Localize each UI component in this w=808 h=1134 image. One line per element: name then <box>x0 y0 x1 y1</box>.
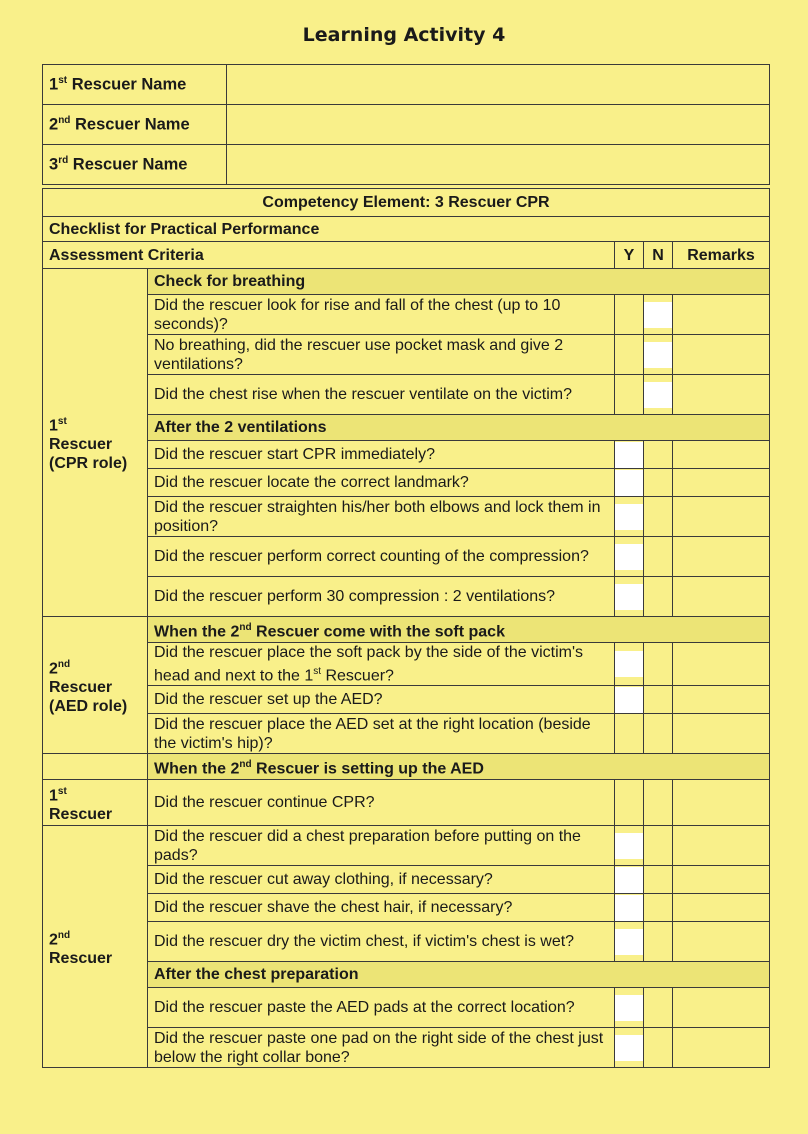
criterion-row <box>43 537 770 577</box>
criterion-row <box>43 1028 770 1068</box>
y-cell[interactable] <box>615 441 644 469</box>
whiteout-mark <box>615 929 643 955</box>
y-cell[interactable] <box>615 643 644 686</box>
n-cell[interactable] <box>644 441 673 469</box>
remarks-cell[interactable] <box>673 537 770 577</box>
criterion-row <box>43 577 770 617</box>
y-cell[interactable] <box>615 577 644 617</box>
header-y: Y <box>615 242 644 269</box>
subheading-setting-up-aed: When the 2nd Rescuer is setting up the AED <box>148 754 770 780</box>
remarks-cell[interactable] <box>673 643 770 686</box>
y-cell[interactable] <box>615 826 644 866</box>
remarks-cell[interactable] <box>673 894 770 922</box>
y-cell[interactable] <box>615 537 644 577</box>
criterion-text: Did the rescuer set up the AED? <box>148 686 615 714</box>
criterion-text: Did the rescuer start CPR immediately? <box>148 441 615 469</box>
whiteout-mark <box>644 302 672 328</box>
y-cell[interactable] <box>615 497 644 537</box>
y-cell[interactable] <box>615 295 644 335</box>
subheading-after-chest-prep: After the chest preparation <box>148 962 770 988</box>
remarks-cell[interactable] <box>673 577 770 617</box>
n-cell[interactable] <box>644 375 673 415</box>
subheading-after-ventilations: After the 2 ventilations <box>148 415 770 441</box>
rescuer-name-row-1 <box>43 65 770 105</box>
criterion-row <box>43 469 770 497</box>
criterion-text: Did the rescuer shave the chest hair, if necessary? <box>148 894 615 922</box>
criterion-row <box>43 988 770 1028</box>
whiteout-mark <box>615 651 643 677</box>
criterion-text: Did the rescuer dry the victim chest, if victim's chest is wet? <box>148 922 615 962</box>
criterion-row <box>43 866 770 894</box>
criterion-row <box>43 780 770 826</box>
remarks-cell[interactable] <box>673 441 770 469</box>
criterion-text: Did the rescuer place the soft pack by the side of the victim's head and next to the 1st Rescuer? <box>148 643 615 686</box>
n-cell[interactable] <box>644 826 673 866</box>
y-cell[interactable] <box>615 866 644 894</box>
criterion-row <box>43 441 770 469</box>
criterion-text: Did the rescuer locate the correct landmark? <box>148 469 615 497</box>
criterion-row <box>43 686 770 714</box>
remarks-cell[interactable] <box>673 714 770 754</box>
criterion-row <box>43 922 770 962</box>
whiteout-mark <box>615 584 643 610</box>
y-cell[interactable] <box>615 714 644 754</box>
rescuer-name-row-3 <box>43 145 770 185</box>
y-cell[interactable] <box>615 375 644 415</box>
whiteout-mark <box>615 504 643 530</box>
y-cell[interactable] <box>615 988 644 1028</box>
remarks-cell[interactable] <box>673 497 770 537</box>
criterion-row <box>43 826 770 866</box>
whiteout-mark <box>644 382 672 408</box>
criterion-row <box>43 335 770 375</box>
remarks-cell[interactable] <box>673 295 770 335</box>
criterion-text: Did the rescuer look for rise and fall of the chest (up to 10 seconds)? <box>148 295 615 335</box>
header-criteria: Assessment Criteria <box>43 242 615 269</box>
rescuer-name-value-3[interactable] <box>227 145 770 185</box>
criterion-text: No breathing, did the rescuer use pocket mask and give 2 ventilations? <box>148 335 615 375</box>
page-title: Learning Activity 4 <box>302 24 506 46</box>
rescuer-name-row-2 <box>43 105 770 145</box>
subheading-check-breathing: Check for breathing <box>148 269 770 295</box>
criterion-row <box>43 894 770 922</box>
y-cell[interactable] <box>615 469 644 497</box>
n-cell[interactable] <box>644 335 673 375</box>
whiteout-mark <box>644 342 672 368</box>
criterion-text: Did the rescuer paste the AED pads at the correct location? <box>148 988 615 1028</box>
remarks-cell[interactable] <box>673 826 770 866</box>
remarks-cell[interactable] <box>673 1028 770 1068</box>
rescuer-names-table <box>42 64 770 185</box>
competency-element: Competency Element: 3 Rescuer CPR <box>43 189 770 217</box>
rescuer-name-value-1[interactable] <box>227 65 770 105</box>
n-cell[interactable] <box>644 537 673 577</box>
criterion-row <box>43 375 770 415</box>
whiteout-mark <box>615 995 643 1021</box>
criterion-row <box>43 643 770 686</box>
y-cell[interactable] <box>615 894 644 922</box>
n-cell[interactable] <box>644 643 673 686</box>
y-cell[interactable] <box>615 686 644 714</box>
remarks-cell[interactable] <box>673 686 770 714</box>
n-cell[interactable] <box>644 686 673 714</box>
n-cell[interactable] <box>644 497 673 537</box>
n-cell[interactable] <box>644 295 673 335</box>
whiteout-mark <box>615 833 643 859</box>
criterion-row <box>43 295 770 335</box>
criterion-row <box>43 497 770 537</box>
remarks-cell[interactable] <box>673 469 770 497</box>
criterion-text: Did the rescuer continue CPR? <box>148 780 615 826</box>
remarks-cell[interactable] <box>673 988 770 1028</box>
n-cell[interactable] <box>644 780 673 826</box>
criterion-text: Did the rescuer straighten his/her both elbows and lock them in position? <box>148 497 615 537</box>
criterion-text: Did the chest rise when the rescuer ventilate on the victim? <box>148 375 615 415</box>
rescuer-name-label-1: 1st Rescuer Name <box>43 65 227 105</box>
y-cell[interactable] <box>615 1028 644 1068</box>
header-row <box>43 242 770 269</box>
remarks-cell[interactable] <box>673 866 770 894</box>
header-n: N <box>644 242 673 269</box>
n-cell[interactable] <box>644 988 673 1028</box>
whiteout-mark <box>615 867 643 893</box>
rescuer-name-label-3: 3rd Rescuer Name <box>43 145 227 185</box>
whiteout-mark <box>615 895 643 921</box>
n-cell[interactable] <box>644 1028 673 1068</box>
y-cell[interactable] <box>615 780 644 826</box>
criterion-text: Did the rescuer place the AED set at the right location (beside the victim's hip)? <box>148 714 615 754</box>
n-cell[interactable] <box>644 469 673 497</box>
remarks-cell[interactable] <box>673 922 770 962</box>
y-cell[interactable] <box>615 922 644 962</box>
remarks-cell[interactable] <box>673 335 770 375</box>
role-first-rescuer-cpr: 1st Rescuer (CPR role) <box>43 269 148 617</box>
whiteout-mark <box>615 1035 643 1061</box>
criterion-text: Did the rescuer perform 30 compression : 2 ventilations? <box>148 577 615 617</box>
criterion-text: Did the rescuer cut away clothing, if necessary? <box>148 866 615 894</box>
n-cell[interactable] <box>644 866 673 894</box>
role-first-rescuer: 1st Rescuer <box>43 780 148 826</box>
n-cell[interactable] <box>644 577 673 617</box>
whiteout-mark <box>615 442 643 468</box>
criterion-text: Did the rescuer paste one pad on the right side of the chest just below the right collar bone? <box>148 1028 615 1068</box>
criterion-text: Did the rescuer perform correct counting of the compression? <box>148 537 615 577</box>
assessment-table <box>42 188 770 1068</box>
role-second-rescuer: 2nd Rescuer <box>43 826 148 1068</box>
n-cell[interactable] <box>644 714 673 754</box>
whiteout-mark <box>615 470 643 496</box>
whiteout-mark <box>615 544 643 570</box>
remarks-cell[interactable] <box>673 375 770 415</box>
criterion-text: Did the rescuer did a chest preparation before putting on the pads? <box>148 826 615 866</box>
n-cell[interactable] <box>644 894 673 922</box>
checklist-title: Checklist for Practical Performance <box>43 217 770 242</box>
subheading-soft-pack: When the 2nd Rescuer come with the soft pack <box>148 617 770 643</box>
rescuer-name-label-2: 2nd Rescuer Name <box>43 105 227 145</box>
header-remarks: Remarks <box>673 242 770 269</box>
rescuer-name-value-2[interactable] <box>227 105 770 145</box>
whiteout-mark <box>615 687 643 713</box>
criterion-row <box>43 714 770 754</box>
y-cell[interactable] <box>615 335 644 375</box>
role-second-rescuer-aed: 2nd Rescuer (AED role) <box>43 617 148 754</box>
n-cell[interactable] <box>644 922 673 962</box>
remarks-cell[interactable] <box>673 780 770 826</box>
